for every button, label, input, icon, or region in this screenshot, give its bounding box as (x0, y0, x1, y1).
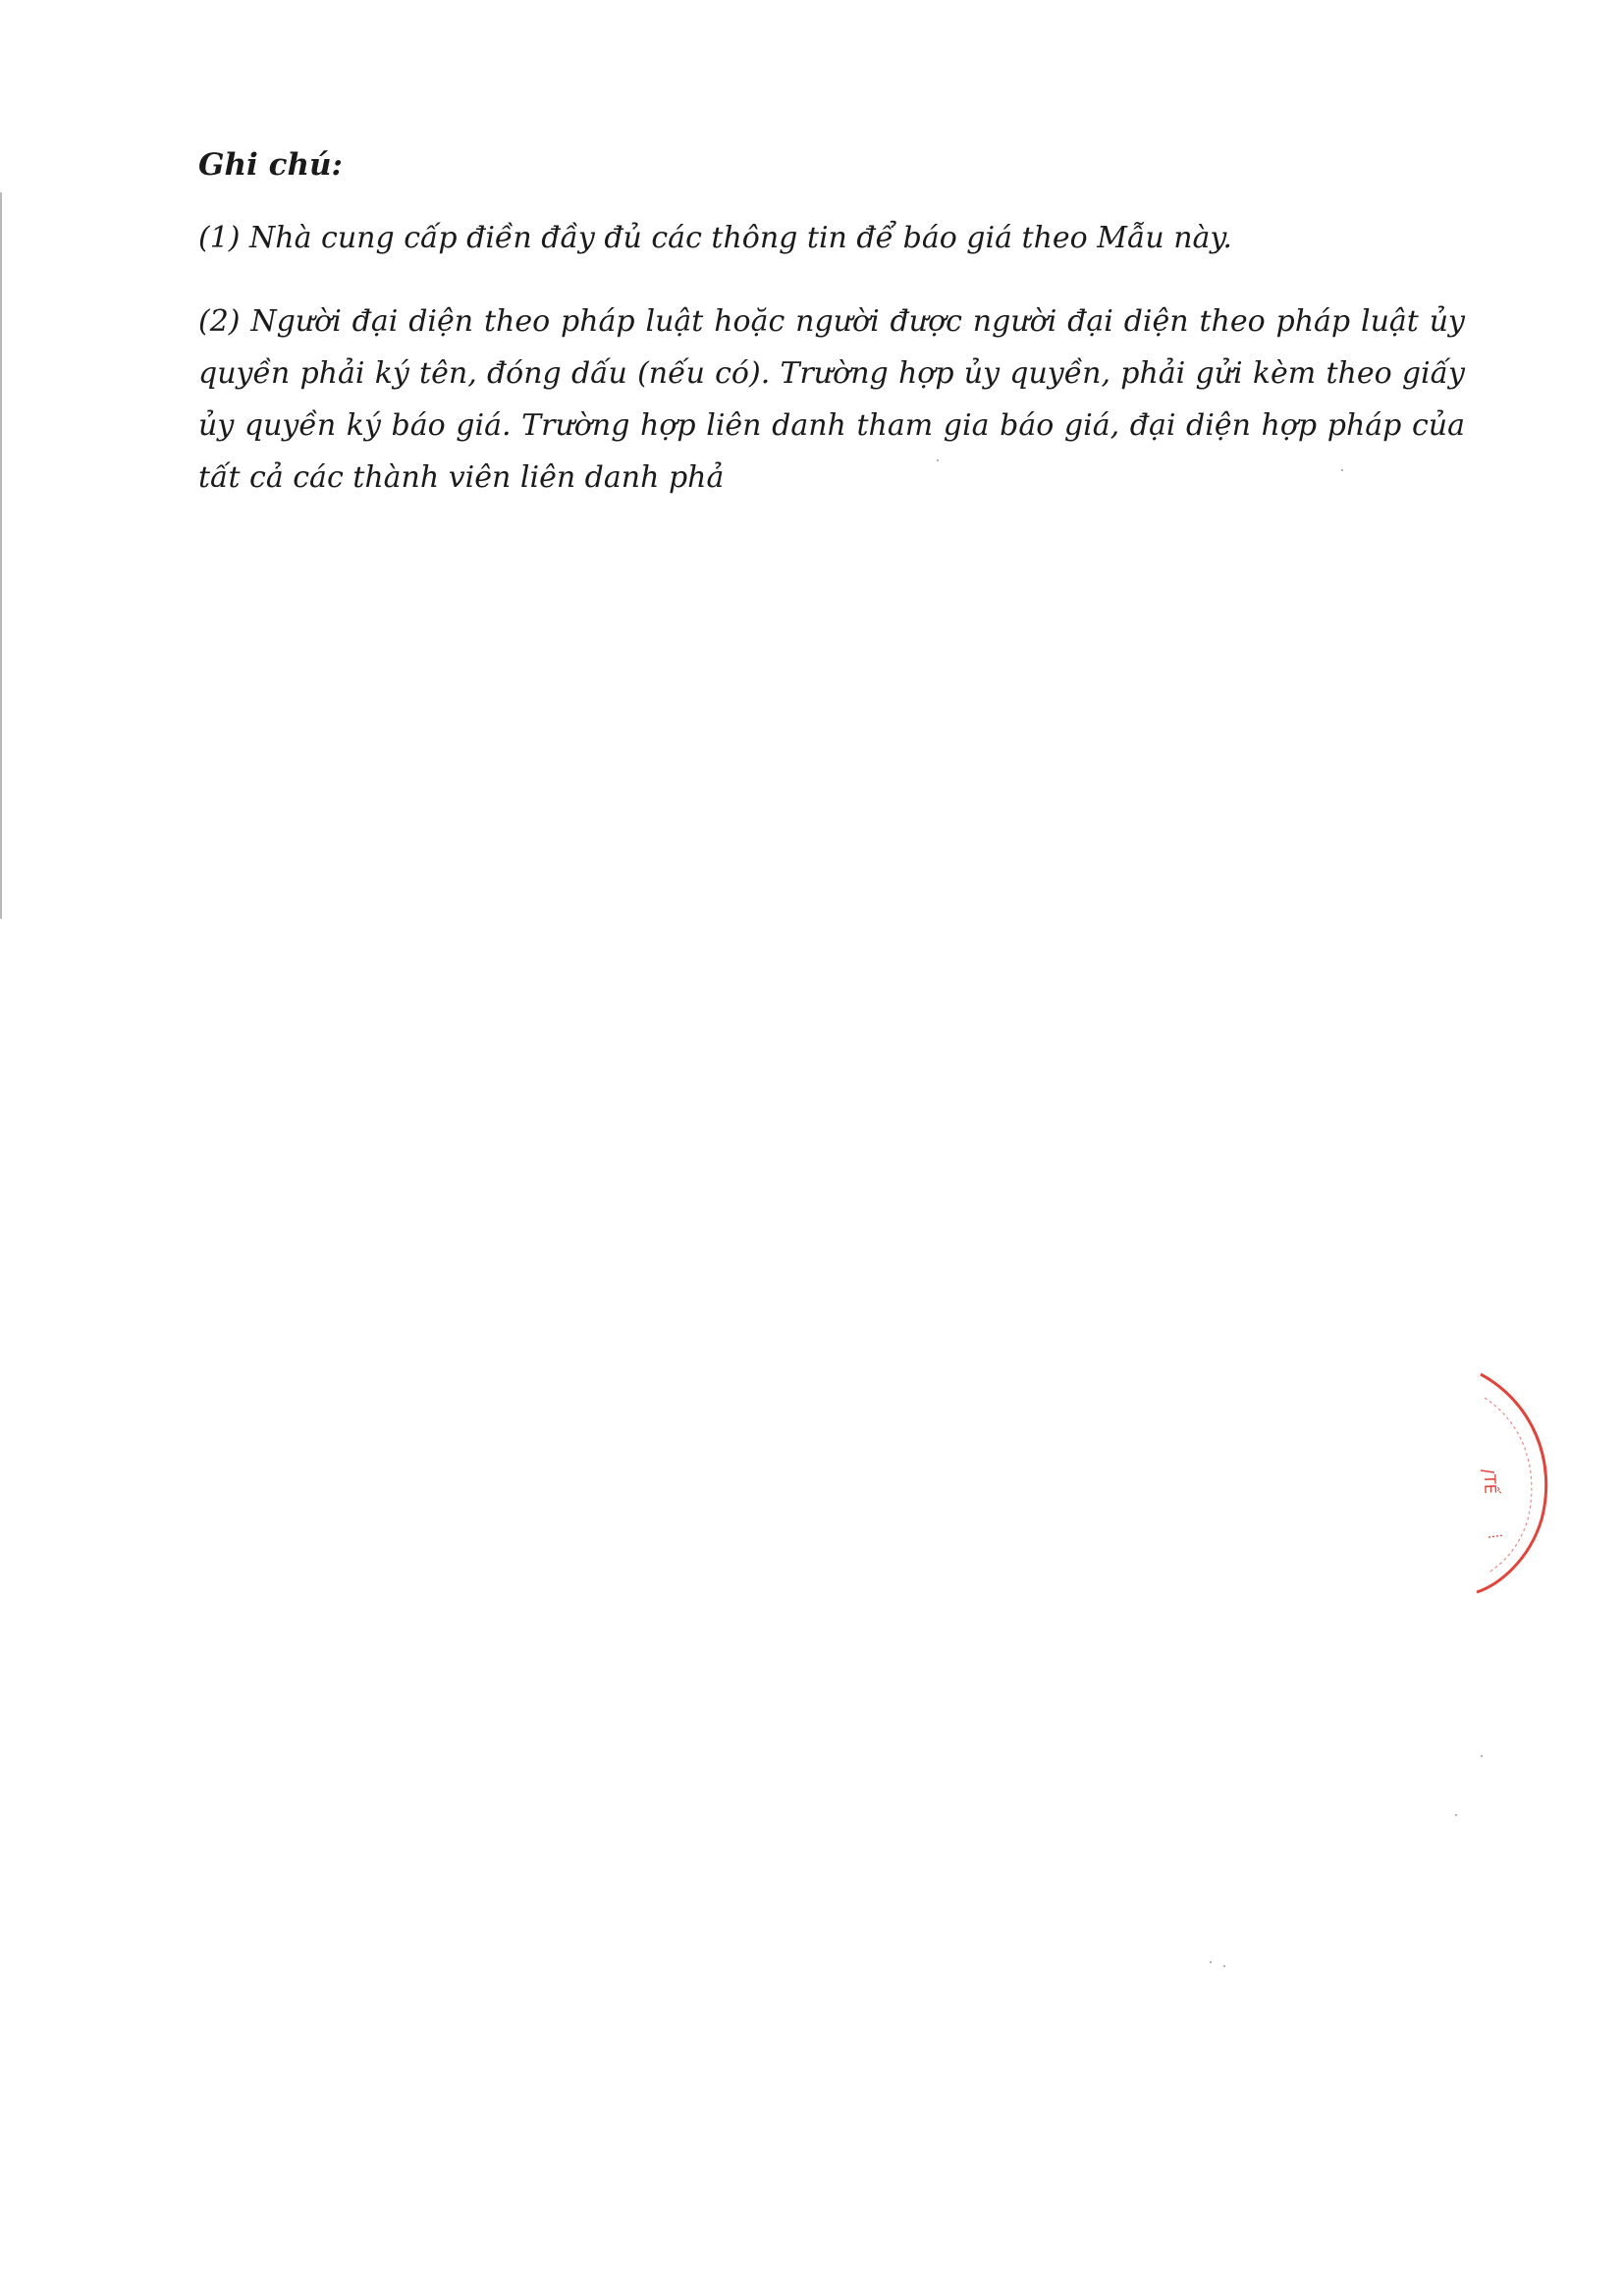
scan-edge-line (0, 192, 2, 919)
note-item-1: (1) Nhà cung cấp điền đầy đủ các thông tin để báo giá theo Mẫu này. (198, 221, 1232, 255)
stamp-lettering: TẾ (1480, 1473, 1500, 1495)
red-seal-stamp (1461, 1362, 1579, 1598)
note-heading: Ghi chú: (198, 147, 343, 183)
note-item-2: (2) Người đại diện theo pháp luật hoặc người được người đại diện theo pháp luật ủy quyền phải ký tên, đóng dấu (nếu có). Trường hợp ủy quyền, phải gửi kèm theo giấy ủy quyền ký báo giá. Trường hợp liên danh tham gia báo giá, đại diện hợp pháp của tất cả các thành viên liên danh phả (198, 304, 1465, 495)
